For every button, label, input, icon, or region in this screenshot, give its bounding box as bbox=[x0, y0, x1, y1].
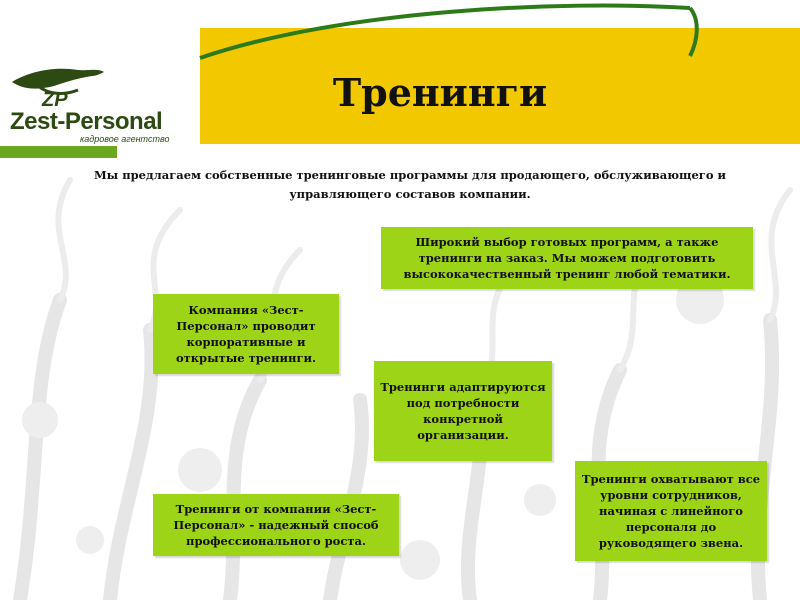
box-corporate: Компания «Зест-Персонал» проводит корпоративные и открытые тренинги. bbox=[153, 294, 339, 374]
bird-icon bbox=[8, 60, 118, 110]
page-title: Тренинги bbox=[332, 70, 548, 115]
box-reliable: Тренинги от компании «Зест-Персонал» - надежный способ профессионального роста. bbox=[153, 494, 399, 556]
logo-brand: Zest-Personal bbox=[10, 108, 163, 135]
logo-monogram: ZP bbox=[42, 89, 68, 110]
box-all-levels: Тренинги охватывают все уровни сотрудников, начиная с линейного персоналя до руководящего звена. bbox=[575, 461, 767, 561]
intro-text: Мы предлагаем собственные тренинговые программы для продающего, обслуживающего и управляющего составов компании. bbox=[93, 168, 727, 201]
logo-subtitle: кадровое агентство bbox=[80, 134, 170, 144]
box-adapted: Тренинги адаптируются под потребности конкретной организации. bbox=[374, 361, 552, 461]
box-wide-choice: Широкий выбор готовых программ, а также тренинги на заказ. Мы можем подготовить высококачественный тренинг любой тематики. bbox=[381, 227, 753, 289]
